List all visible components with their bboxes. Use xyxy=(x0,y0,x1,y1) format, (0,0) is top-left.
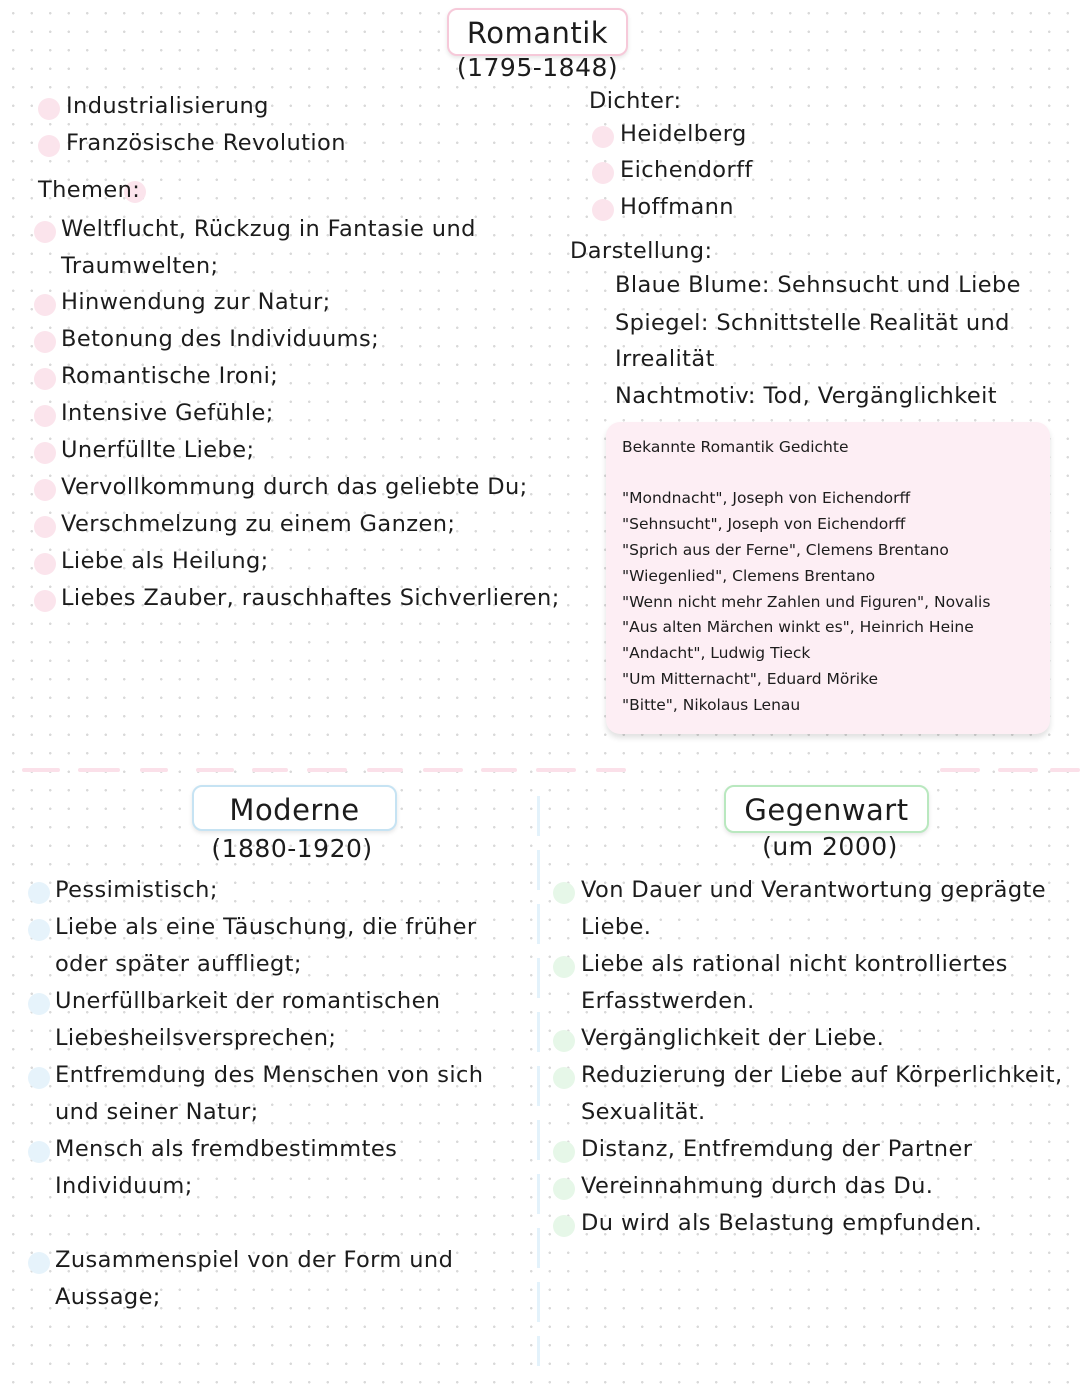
poem-item: "Sehnsucht", Joseph von Eichendorff xyxy=(622,515,906,533)
poem-item: "Aus alten Märchen winkt es", Heinrich Heine xyxy=(622,618,974,636)
theme-item: Intensive Gefühle; xyxy=(61,400,274,426)
bullet-dot xyxy=(553,1141,575,1163)
theme-item: Vervollkommung durch das geliebte Du; xyxy=(61,474,528,500)
gegenwart-item: Vergänglichkeit der Liebe. xyxy=(581,1025,885,1051)
moderne-item: und seiner Natur; xyxy=(55,1099,259,1125)
bullet-dot xyxy=(553,1215,575,1237)
bullet-dot xyxy=(553,1030,575,1052)
bullet-dot xyxy=(34,294,56,316)
theme-item: Traumwelten; xyxy=(61,253,219,279)
theme-item: Verschmelzung zu einem Ganzen; xyxy=(61,511,456,537)
poets-label: Dichter: xyxy=(589,88,682,114)
bullet-dot xyxy=(34,442,56,464)
romantik-title xyxy=(447,8,628,56)
bullet-dot xyxy=(34,590,56,612)
gegenwart-item: Vereinnahmung durch das Du. xyxy=(581,1173,934,1199)
gegenwart-item: Liebe. xyxy=(581,914,652,940)
moderne-item: Liebe als eine Täuschung, die früher xyxy=(55,914,477,940)
moderne-title xyxy=(192,785,397,831)
context-item: Französische Revolution xyxy=(66,130,346,156)
bullet-dot xyxy=(553,1178,575,1200)
gegenwart-years: (um 2000) xyxy=(762,832,898,861)
poems-card xyxy=(606,422,1050,734)
context-item: Industrialisierung xyxy=(66,93,269,119)
romantik-title-text: Romantik xyxy=(466,16,609,50)
bullet-dot xyxy=(28,1252,50,1274)
gegenwart-title-text: Gegenwart xyxy=(744,793,909,827)
moderne-item: Entfremdung des Menschen von sich xyxy=(55,1062,484,1088)
bullet-dot xyxy=(592,199,614,221)
moderne-item: Mensch als fremdbestimmtes xyxy=(55,1136,398,1162)
theme-item: Betonung des Individuums; xyxy=(61,326,380,352)
poem-item: "Wiegenlied", Clemens Brentano xyxy=(622,567,876,585)
poem-item: "Sprich aus der Ferne", Clemens Brentano xyxy=(622,541,949,559)
poem-item: "Bitte", Nikolaus Lenau xyxy=(622,696,801,714)
theme-item: Hinwendung zur Natur; xyxy=(61,289,331,315)
bullet-dot xyxy=(28,1067,50,1089)
poem-item: "Mondnacht", Joseph von Eichendorff xyxy=(622,489,911,507)
bullet-dot xyxy=(592,162,614,184)
romantik-years: (1795-1848) xyxy=(456,53,619,82)
poet-item: Heidelberg xyxy=(620,121,747,147)
theme-item: Weltflucht, Rückzug in Fantasie und xyxy=(61,216,476,242)
moderne-item: Zusammenspiel von der Form und xyxy=(55,1247,454,1273)
moderne-item: Pessimistisch; xyxy=(55,877,218,903)
moderne-item: Liebesheilsversprechen; xyxy=(55,1025,337,1051)
poems-card-title: Bekannte Romantik Gedichte xyxy=(622,438,849,456)
gegenwart-item: Reduzierung der Liebe auf Körperlichkeit, xyxy=(581,1062,1063,1088)
depiction-item: Irrealität xyxy=(615,346,715,372)
theme-item: Liebes Zauber, rauschhaftes Sichverlieren; xyxy=(61,585,560,611)
depiction-item: Spiegel: Schnittstelle Realität und xyxy=(615,310,1010,336)
moderne-years: (1880-1920) xyxy=(211,834,373,863)
bullet-dot xyxy=(34,221,56,243)
bullet-dot xyxy=(38,98,60,120)
poet-item: Hoffmann xyxy=(620,194,734,220)
poet-item: Eichendorff xyxy=(620,157,753,183)
gegenwart-item: Von Dauer und Verantwortung geprägte xyxy=(581,877,1046,903)
depiction-item: Nachtmotiv: Tod, Vergänglichkeit xyxy=(615,383,997,409)
bullet-dot xyxy=(28,1141,50,1163)
bullet-dot xyxy=(553,956,575,978)
theme-item: Liebe als Heilung; xyxy=(61,548,269,574)
bullet-dot xyxy=(34,553,56,575)
bullet-dot xyxy=(28,882,50,904)
gegenwart-title xyxy=(724,785,929,833)
depiction-label: Darstellung: xyxy=(570,238,713,264)
gegenwart-item: Sexualität. xyxy=(581,1099,706,1125)
themes-label: Themen: xyxy=(38,177,141,203)
bullet-dot xyxy=(34,368,56,390)
moderne-item: Unerfüllbarkeit der romantischen xyxy=(55,988,441,1014)
bullet-dot xyxy=(592,126,614,148)
bullet-dot xyxy=(34,405,56,427)
gegenwart-item: Du wird als Belastung empfunden. xyxy=(581,1210,983,1236)
bullet-dot xyxy=(34,479,56,501)
bullet-dot xyxy=(28,919,50,941)
bullet-dot xyxy=(38,135,60,157)
moderne-item: Individuum; xyxy=(55,1173,193,1199)
bullet-dot xyxy=(34,516,56,538)
moderne-item: oder später auffliegt; xyxy=(55,951,302,977)
theme-item: Romantische Ironi; xyxy=(61,363,279,389)
poem-item: "Wenn nicht mehr Zahlen und Figuren", Novalis xyxy=(622,593,991,611)
moderne-title-text: Moderne xyxy=(229,793,360,827)
bullet-dot xyxy=(553,882,575,904)
gegenwart-item: Erfasstwerden. xyxy=(581,988,755,1014)
bullet-dot xyxy=(34,331,56,353)
moderne-item: Aussage; xyxy=(55,1284,161,1310)
poem-item: "Andacht", Ludwig Tieck xyxy=(622,644,811,662)
gegenwart-item: Distanz, Entfremdung der Partner xyxy=(581,1136,973,1162)
theme-item: Unerfüllte Liebe; xyxy=(61,437,255,463)
bullet-dot xyxy=(28,993,50,1015)
depiction-item: Blaue Blume: Sehnsucht und Liebe xyxy=(615,272,1021,298)
gegenwart-item: Liebe als rational nicht kontrolliertes xyxy=(581,951,1008,977)
poem-item: "Um Mitternacht", Eduard Mörike xyxy=(622,670,879,688)
bullet-dot xyxy=(553,1067,575,1089)
